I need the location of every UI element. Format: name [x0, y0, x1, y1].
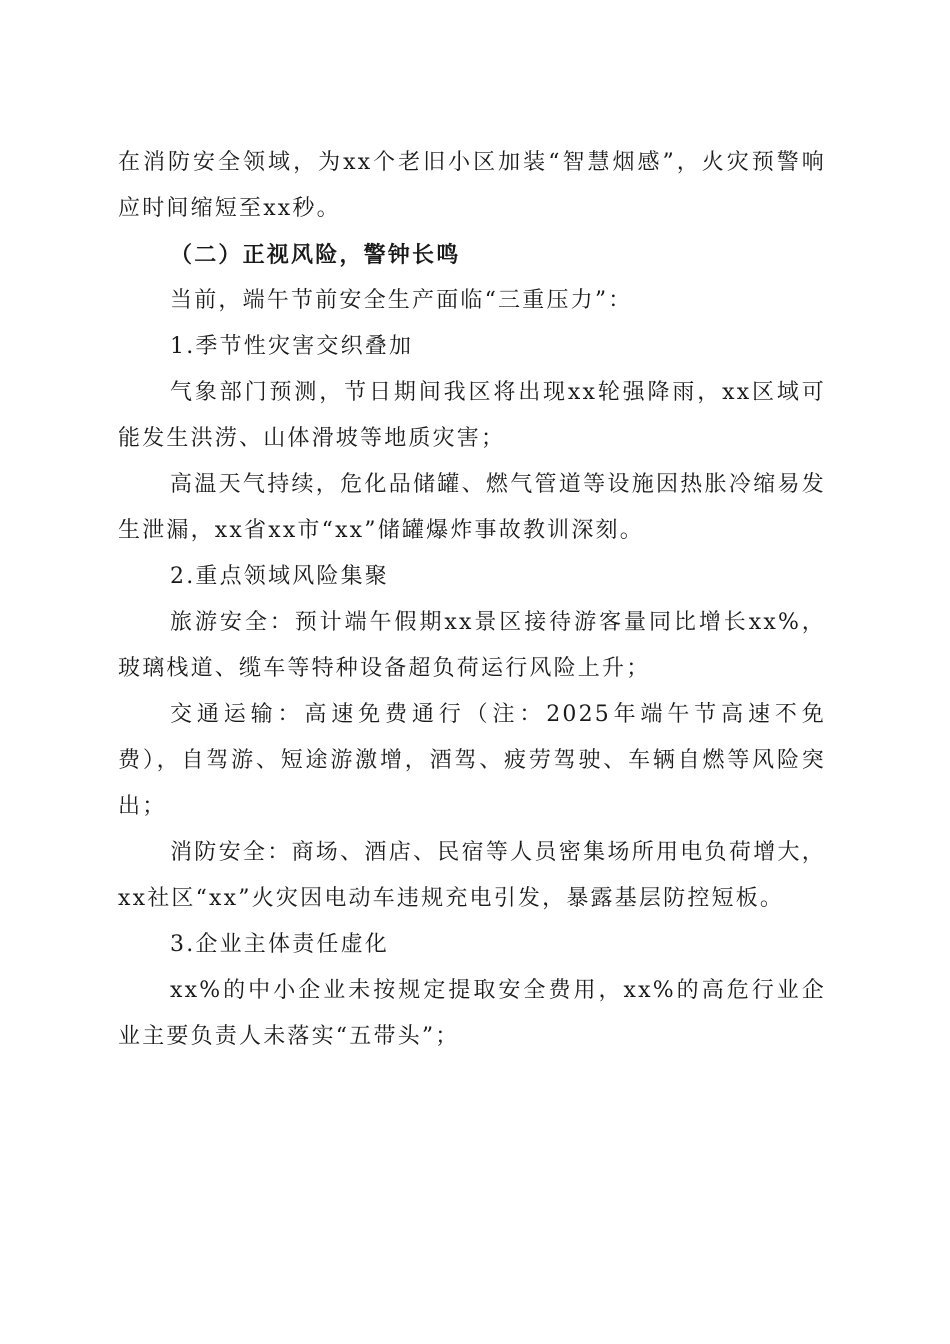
- paragraph-tourism-safety: 旅游安全：预计端午假期xx景区接待游客量同比增长xx%，玻璃栈道、缆车等特种设备超负荷运行风险上升；: [118, 610, 826, 681]
- paragraph-high-temperature: 高温天气持续，危化品储罐、燃气管道等设施因热胀冷缩易发生泄漏，xx省xx市“xx”储罐爆炸事故教训深刻。: [118, 472, 826, 543]
- paragraph-enterprise-stats: xx%的中小企业未按规定提取安全费用，xx%的高危行业企业主要负责人未落实“五带头”；: [118, 978, 826, 1049]
- subheading-enterprise-responsibility: 3.企业主体责任虚化: [170, 932, 389, 957]
- paragraph-fire-safety: 消防安全：商场、酒店、民宿等人员密集场所用电负荷增大，xx社区“xx”火灾因电动车违规充电引发，暴露基层防控短板。: [118, 840, 826, 911]
- subheading-seasonal-disasters: 1.季节性灾害交织叠加: [170, 334, 414, 359]
- section-heading-risks: （二）正视风险，警钟长鸣: [170, 242, 461, 268]
- document-page: [118, 140, 826, 1060]
- paragraph-weather-forecast: 气象部门预测，节日期间我区将出现xx轮强降雨，xx区域可能发生洪涝、山体滑坡等地质灾害；: [118, 380, 826, 451]
- paragraph-fire-safety-continued: 在消防安全领域，为xx个老旧小区加装“智慧烟感”，火灾预警响应时间缩短至xx秒。: [118, 150, 826, 221]
- subheading-key-area-risks: 2.重点领域风险集聚: [170, 564, 389, 589]
- paragraph-transport: 交通运输：高速免费通行（注：2025年端午节高速不免费），自驾游、短途游激增，酒驾、疲劳驾驶、车辆自燃等风险突出；: [118, 702, 826, 819]
- paragraph-three-pressures: 当前，端午节前安全生产面临“三重压力”：: [170, 288, 633, 313]
